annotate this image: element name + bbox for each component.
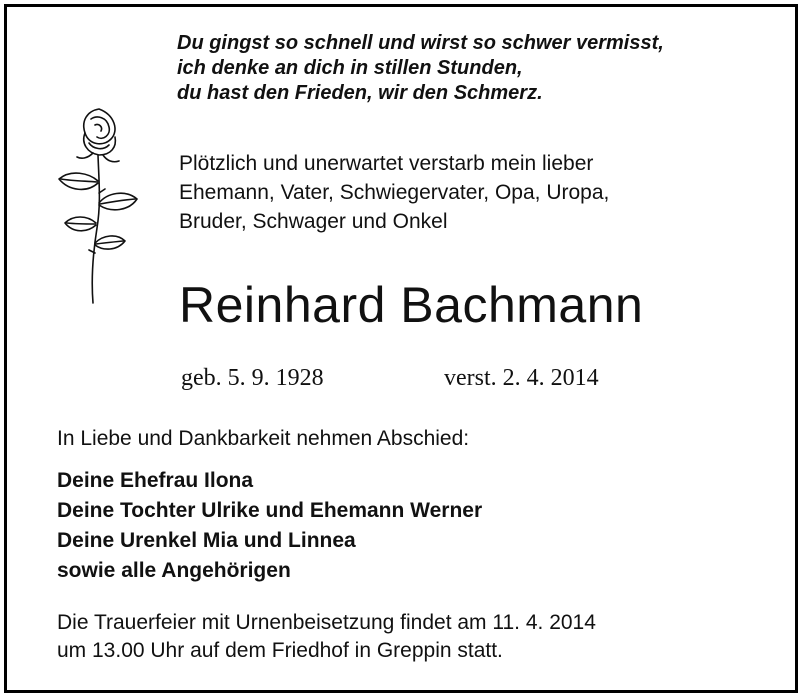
farewell-text: In Liebe und Dankbarkeit nehmen Abschied:	[57, 427, 470, 450]
deceased-name: Reinhard Bachmann	[179, 277, 644, 333]
birth-date: geb. 5. 9. 1928	[181, 365, 324, 391]
mourner-entry: Deine Urenkel Mia und Linnea	[57, 529, 356, 552]
announcement-line: Ehemann, Vater, Schwiegervater, Opa, Uropa,	[179, 181, 610, 204]
poem-line: Du gingst so schnell und wirst so schwer vermisst,	[177, 32, 664, 54]
announcement-line: Bruder, Schwager und Onkel	[179, 210, 448, 233]
mourner-entry: sowie alle Angehörigen	[57, 559, 291, 582]
mourner-entry: Deine Ehefrau Ilona	[57, 469, 254, 492]
mourner-entry: Deine Tochter Ulrike und Ehemann Werner	[57, 499, 483, 522]
rose-icon	[51, 103, 141, 309]
mourners-list	[57, 466, 482, 586]
ceremony-line: um 13.00 Uhr auf dem Friedhof in Greppin statt.	[57, 639, 503, 662]
death-date: verst. 2. 4. 2014	[444, 365, 599, 391]
announcement-line: Plötzlich und unerwartet verstarb mein lieber	[179, 152, 594, 175]
ceremony-info	[57, 609, 596, 665]
obituary-notice	[4, 4, 798, 693]
death-announcement	[179, 149, 759, 236]
poem-line: ich denke an dich in stillen Stunden,	[177, 57, 523, 79]
poem-line: du hast den Frieden, wir den Schmerz.	[177, 82, 543, 104]
life-dates	[181, 363, 599, 393]
ceremony-line: Die Trauerfeier mit Urnenbeisetzung findet am 11. 4. 2014	[57, 611, 596, 634]
memorial-poem	[177, 31, 777, 106]
